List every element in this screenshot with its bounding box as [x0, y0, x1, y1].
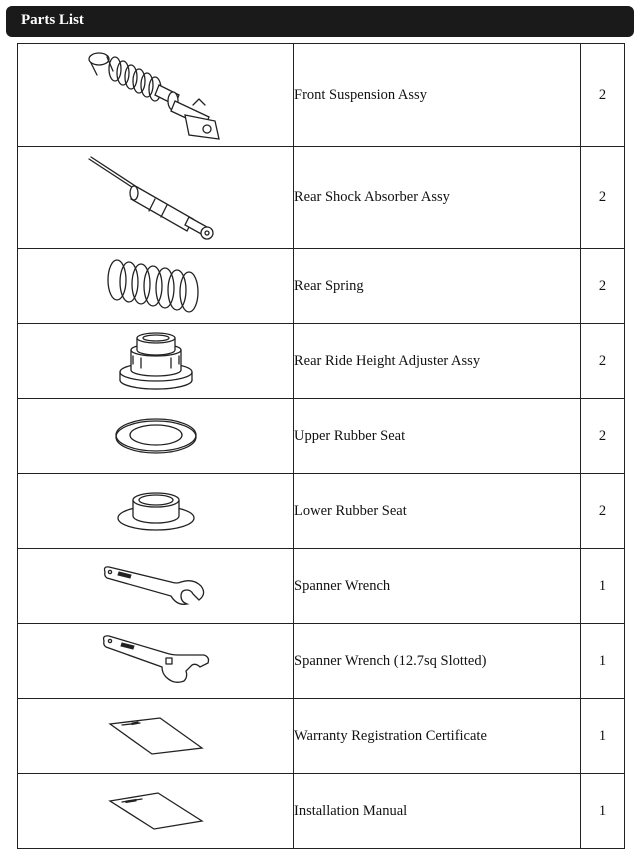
table-row [18, 549, 625, 624]
upper-rubber-seat-icon [111, 411, 201, 461]
table-row [18, 474, 625, 549]
part-image-cell [18, 624, 294, 699]
part-name: Installation Manual [294, 774, 581, 849]
part-name: Spanner Wrench [294, 549, 581, 624]
part-qty: 1 [581, 624, 625, 699]
table-row [18, 147, 625, 249]
table-row [18, 699, 625, 774]
table-row [18, 44, 625, 147]
part-qty: 2 [581, 324, 625, 399]
part-name: Warranty Registration Certificate [294, 699, 581, 774]
part-image-cell [18, 699, 294, 774]
spanner-wrench-icon [101, 564, 211, 608]
rear-spring-icon [101, 254, 211, 318]
part-name: Spanner Wrench (12.7sq Slotted) [294, 624, 581, 699]
part-qty: 2 [581, 249, 625, 324]
part-qty: 2 [581, 474, 625, 549]
part-qty: 2 [581, 44, 625, 147]
part-image-cell [18, 474, 294, 549]
table-row [18, 399, 625, 474]
part-name: Upper Rubber Seat [294, 399, 581, 474]
part-name: Rear Ride Height Adjuster Assy [294, 324, 581, 399]
installation-manual-icon [106, 789, 206, 833]
table-row [18, 774, 625, 849]
table-row [18, 249, 625, 324]
slotted-spanner-wrench-icon [100, 633, 212, 689]
part-qty: 2 [581, 399, 625, 474]
front-suspension-icon [81, 45, 231, 145]
part-image-cell [18, 44, 294, 147]
part-image-cell [18, 549, 294, 624]
section-header [6, 6, 634, 37]
part-image-cell [18, 774, 294, 849]
part-image-cell [18, 147, 294, 249]
rear-shock-absorber-icon [81, 153, 231, 243]
table-row [18, 624, 625, 699]
part-image-cell [18, 249, 294, 324]
part-name: Lower Rubber Seat [294, 474, 581, 549]
part-qty: 2 [581, 147, 625, 249]
parts-table [17, 43, 625, 849]
part-qty: 1 [581, 699, 625, 774]
part-image-cell [18, 399, 294, 474]
ride-height-adjuster-icon [111, 328, 201, 394]
part-name: Rear Shock Absorber Assy [294, 147, 581, 249]
table-row [18, 324, 625, 399]
warranty-certificate-icon [106, 714, 206, 758]
part-image-cell [18, 324, 294, 399]
part-name: Rear Spring [294, 249, 581, 324]
section-title: Parts List [21, 12, 84, 28]
part-qty: 1 [581, 774, 625, 849]
part-qty: 1 [581, 549, 625, 624]
part-name: Front Suspension Assy [294, 44, 581, 147]
lower-rubber-seat-icon [111, 486, 201, 536]
